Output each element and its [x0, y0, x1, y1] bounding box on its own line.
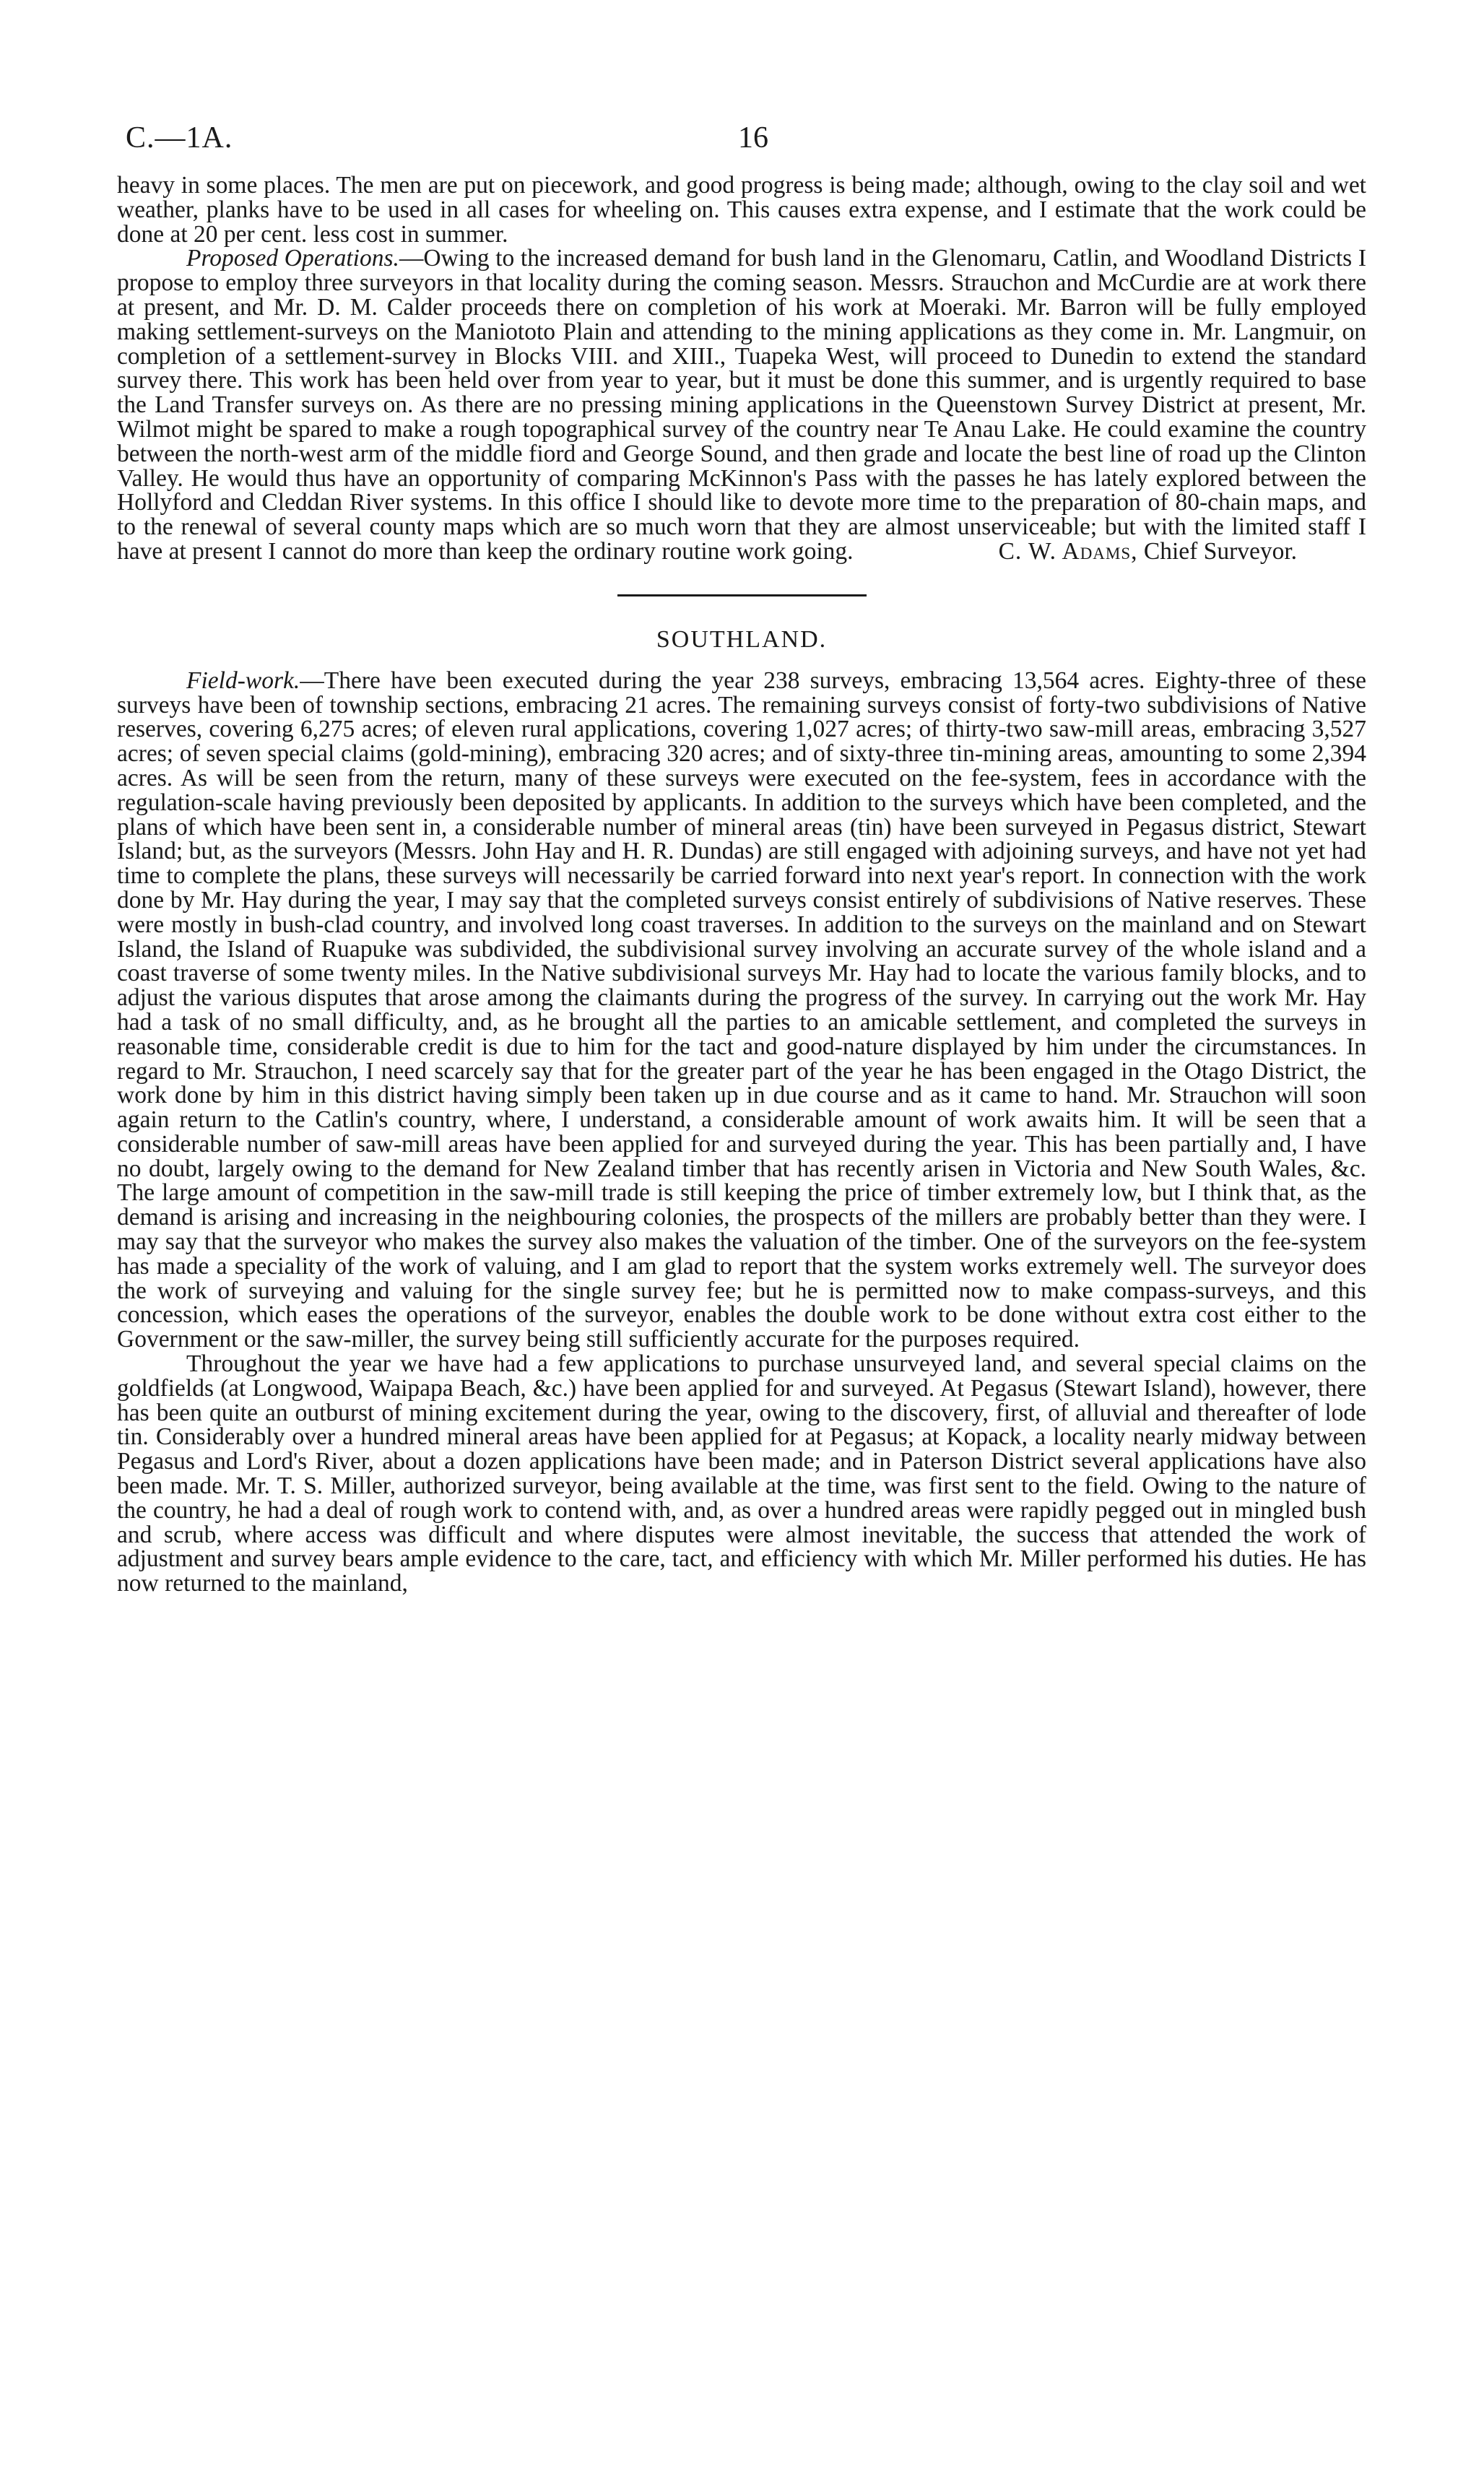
field-work-heading: Field-work. — [186, 667, 300, 694]
document-code: C.—1A. — [126, 121, 233, 155]
field-work-text: —There have been executed during the year 238 surveys, embracing 13,564 acres. Eighty-three of these surveys have been of township sections, embracing 21 acres. The remaining surveys consist of forty-two subdivisions of Native reserves, covering 6,275 acres; of eleven rural applications, covering 1,027 acres; of thirty-two saw-mill areas, embracing 3,527 acres; of seven special claims (gold-mining), embracing 320 acres; and of sixty-three tin-mining areas, amounting to some 2,394 acres. As will be seen from the return, many of these surveys were executed on the fee-system, fees in accordance with the regulation-scale having previously been deposited by applicants. In addition to the surveys which have been completed, and the plans of which have been sent in, a considerable number of mineral areas (tin) have been surveyed in Pegasus district, Stewart Island; but, as the surveyors (Messrs. John Hay and H. R. Dundas) are still engaged with adjoining surveys, and have not yet had time to complete the plans, these surveys will necessarily be carried forward into next year's report. In connection with the work done by Mr. Hay during the year, I may say that the completed surveys consist entirely of subdivisions of Native reserves. These were mostly in bush-clad country, and involved long coast traverses. In addition to the surveys on the mainland and on Stewart Island, the Island of Ruapuke was subdivided, the subdivisional survey involving an accurate survey of the whole island and a coast traverse of some twenty miles. In the Native subdivisional surveys Mr. Hay had to locate the various family blocks, and to adjust the various disputes that arose among the claimants during the progress of the survey. In carrying out the work Mr. Hay had a task of no small difficulty, and, as he brought all the parties to an amicable settlement, and completed the surveys in reasonable time, considerable credit is due to him for the tact and good-nature displayed by him under the circumstances. In regard to Mr. Strauchon, I need scarcely say that for the greater part of the year he has been engaged in the Otago District, the work done by him in this district having simply been taken up in due course and as it came to hand. Mr. Strauchon will soon again return to the Catlin's country, where, I understand, a considerable amount of work awaits him. It will be seen that a considerable number of saw-mill areas have been applied for and surveyed during the year. This has been partially and, I have no doubt, largely owing to the demand for New Zealand timber that has recently arisen in Victoria and New South Wales, &c. The large amount of competition in the saw-mill trade is still keeping the price of timber extremely low, but I think that, as the demand is arising and increasing in the neighbouring colonies, the prospects of the millers are probably better than they were. I may say that the surveyor who makes the survey also makes the valuation of the timber. One of the surveyors on the fee-system has made a speciality of the work of valuing, and I am glad to report that the system works extremely well. The surveyor does the work of surveying and valuing for the single survey fee; but he is permitted now to make compass-surveys, and this concession, which eases the operations of the surveyor, enables the double work to be done without extra cost either to the Government or the saw-miller, the survey being still sufficiently accurate for the purposes required. — [117, 667, 1366, 1353]
field-work-paragraph — [117, 669, 1366, 1352]
proposed-operations-text: —Owing to the increased demand for bush land in the Glenomaru, Catlin, and Woodland Districts I propose to employ three surveyors in that locality during the coming season. Messrs. Strauchon and McCurdie are at work there at present, and Mr. D. M. Calder proceeds there on completion of his work at Moeraki. Mr. Barron will be fully employed making settlement-surveys on the Maniototo Plain and attending to the mining applications as they come in. Mr. Langmuir, on completion of a settlement-survey in Blocks VIII. and XIII., Tuapeka West, will proceed to Dunedin to extend the standard survey there. This work has been held over from year to year, but it must be done this summer, and is urgently required to base the Land Transfer surveys on. As there are no pressing mining applications in the Queenstown Survey District at present, Mr. Wilmot might be spared to make a rough topographical survey of the country near Te Anau Lake. He could examine the country between the north-west arm of the middle fiord and George Sound, and then grade and locate the best line of road up the Clinton Valley. He would thus have an opportunity of comparing McKinnon's Pass with the passes he has lately explored between the Hollyford and Cleddan River systems. In this office I should like to devote more time to the preparation of 80-chain maps, and to the renewal of several county maps which are so much worn that they are almost unserviceable; but with the limited staff I have at present I cannot do more than keep the ordinary routine work going. — [117, 245, 1366, 565]
page-number: 16 — [738, 121, 768, 155]
southland-paragraph-2: Throughout the year we have had a few applications to purchase unsurveyed land, and several special claims on the goldfields (at Longwood, Waipapa Beach, &c.) have been applied for and surveyed. At Pegasus (Stewart Island), however, there has been quite an outburst of mining excitement during the year, owing to the discovery, first, of alluvial and thereafter of lode tin. Considerably over a hundred mineral areas have been applied for at Pegasus; at Kopack, a locality nearly midway between Pegasus and Lord's River, about a dozen applications have been made; and in Paterson District several applications have also been made. Mr. T. S. Miller, authorized surveyor, being available at the time, was first sent to the field. Owing to the nature of the country, he had a deal of rough work to contend with, and, as over a hundred areas were rapidly pegged out in mingled bush and scrub, where access was difficult and where disputes were almost inevitable, the success that attended the work of adjustment and survey bears ample evidence to the care, tact, and efficiency with which Mr. Miller performed his duties. He has now returned to the mainland, — [117, 1350, 1366, 1597]
proposed-operations-paragraph — [117, 246, 1366, 563]
signature-name: C. W. Adams, — [998, 537, 1138, 565]
section-title-southland: SOUTHLAND. — [656, 625, 828, 653]
signature-title: Chief Surveyor. — [1143, 537, 1298, 565]
section-divider — [617, 594, 867, 596]
running-head — [117, 123, 1366, 173]
otago-paragraph-1: heavy in some places. The men are put on piecework, and good progress is being made; although, owing to the clay soil and wet weather, planks have to be used in all cases for wheeling on. This causes extra expense, and I estimate that the work could be done at 20 per cent. less cost in summer. — [117, 172, 1366, 248]
document-page — [117, 123, 1366, 1596]
proposed-operations-heading: Proposed Operations. — [186, 245, 399, 272]
signature — [999, 538, 1297, 565]
